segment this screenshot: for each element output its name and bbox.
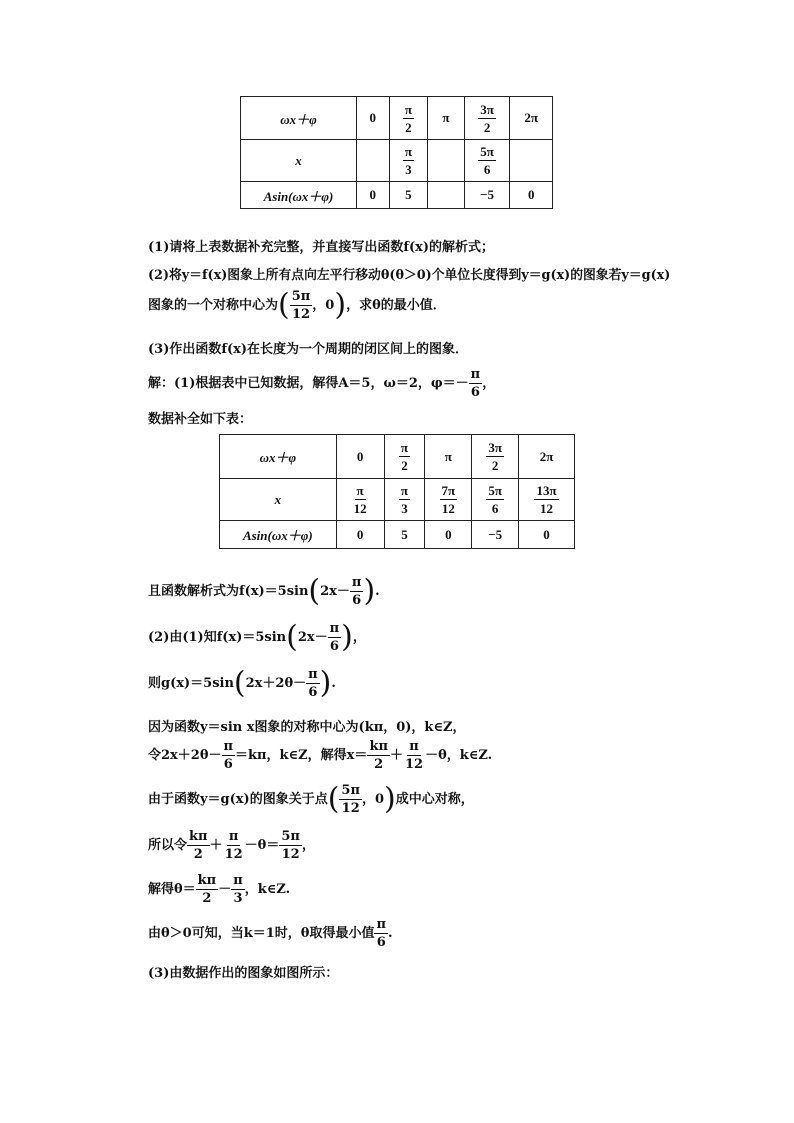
table-cell <box>428 140 465 182</box>
table-cell <box>428 182 465 209</box>
table-cell: $\frac{3\pi}{2}$ <box>464 97 510 140</box>
table-cell: x <box>241 140 357 182</box>
solution-line-10: 解得θ＝ $\frac{k\pi}{2}$ － $\frac{\pi}{3}$ ，k∈Z. <box>148 873 291 906</box>
solution-line-12: (3)由数据作出的图象如图所示： <box>148 966 339 981</box>
table-cell: 2π <box>510 97 553 140</box>
table-cell: $\frac{3\pi}{2}$ <box>472 435 519 479</box>
solution-line-2: 数据补全如下表： <box>148 412 253 427</box>
table-cell: $\frac{7\pi}{12}$ <box>425 479 472 521</box>
solution-line-9: 所以令 $\frac{k\pi}{2}$ ＋ $\frac{\pi}{12}$ －θ＝ $\frac{5\pi}{12}$ ， <box>148 829 315 862</box>
table-cell <box>356 140 389 182</box>
table-cell: x <box>220 479 337 521</box>
solution-line-4: (2)由(1)知f(x)＝5sin(2x－ $\frac{\pi}{6}$ )， <box>148 619 366 655</box>
table-row <box>241 97 553 140</box>
table-cell: $\frac{\pi}{12}$ <box>336 479 384 521</box>
solution-line-11: 由θ＞0可知，当k＝1时，θ取得最小值 $\frac{\pi}{6}$ . <box>148 917 393 950</box>
table-row <box>241 182 553 209</box>
table-cell: 0 <box>356 97 389 140</box>
question-1: (1)请将上表数据补充完整，并直接写出函数f(x)的解析式； <box>148 240 494 255</box>
table-complete <box>219 434 575 549</box>
solution-line-1: 解：(1)根据表中已知数据，解得A＝5，ω＝2，φ＝－ $\frac{\pi}{6}$ ， <box>148 367 496 400</box>
solution-line-5: 则g(x)＝5sin(2x＋2θ－ $\frac{\pi}{6}$ ). <box>148 665 336 701</box>
table-cell: 0 <box>336 521 384 549</box>
table-row <box>241 140 553 182</box>
table-row <box>220 479 575 521</box>
table-cell: π <box>428 97 465 140</box>
table-cell: 0 <box>510 182 553 209</box>
question-3: (3)作出函数f(x)在长度为一个周期的闭区间上的图象． <box>148 342 468 357</box>
solution-line-6: 因为函数y＝sin x图象的对称中心为(kπ，0)，k∈Z， <box>148 720 466 735</box>
solution-line-7: 令2x＋2θ－ $\frac{\pi}{6}$ ＝kπ，k∈Z，解得x＝ $\frac{k\pi}{2}$ ＋ $\frac{\pi}{12}$ －θ，k∈Z. <box>148 739 493 772</box>
table-row <box>220 521 575 549</box>
table-cell: $\frac{\pi}{3}$ <box>384 479 425 521</box>
question-2-line-1: (2)将y＝f(x)图象上所有点向左平行移动θ(θ＞0)个单位长度得到y＝g(x)的图象若y＝g(x) <box>148 268 671 283</box>
solution-line-8: 由于函数y＝g(x)的图象关于点( $\frac{5\pi}{12}$ ，0)成中心对称， <box>148 781 474 817</box>
table-cell: 0 <box>356 182 389 209</box>
question-2-line-2: 图象的一个对称中心为( $\frac{5\pi}{12}$ ，0)，求θ的最小值． <box>148 287 446 323</box>
table-cell: 5 <box>389 182 428 209</box>
table-cell: $\frac{5\pi}{6}$ <box>472 479 519 521</box>
table-cell <box>510 140 553 182</box>
table-cell: ωx＋φ <box>220 435 337 479</box>
table-cell: $\frac{5\pi}{6}$ <box>464 140 510 182</box>
table-cell: 2π <box>519 435 575 479</box>
table-cell: 0 <box>425 521 472 549</box>
table-cell: Asin(ωx＋φ) <box>241 182 357 209</box>
table-cell: −5 <box>464 182 510 209</box>
table-cell: $\frac{13\pi}{12}$ <box>519 479 575 521</box>
table-cell: $\frac{\pi}{3}$ <box>389 140 428 182</box>
table-cell: 5 <box>384 521 425 549</box>
table-cell: π <box>425 435 472 479</box>
table-cell: ωx＋φ <box>241 97 357 140</box>
table-cell: $\frac{\pi}{2}$ <box>389 97 428 140</box>
table-cell: 0 <box>519 521 575 549</box>
table-cell: 0 <box>336 435 384 479</box>
solution-line-3: 且函数解析式为f(x)＝5sin(2x－ $\frac{\pi}{6}$ ). <box>148 573 380 609</box>
table-cell: −5 <box>472 521 519 549</box>
table-cell: Asin(ωx＋φ) <box>220 521 337 549</box>
table-incomplete <box>240 96 553 209</box>
table-cell: $\frac{\pi}{2}$ <box>384 435 425 479</box>
table-row <box>220 435 575 479</box>
